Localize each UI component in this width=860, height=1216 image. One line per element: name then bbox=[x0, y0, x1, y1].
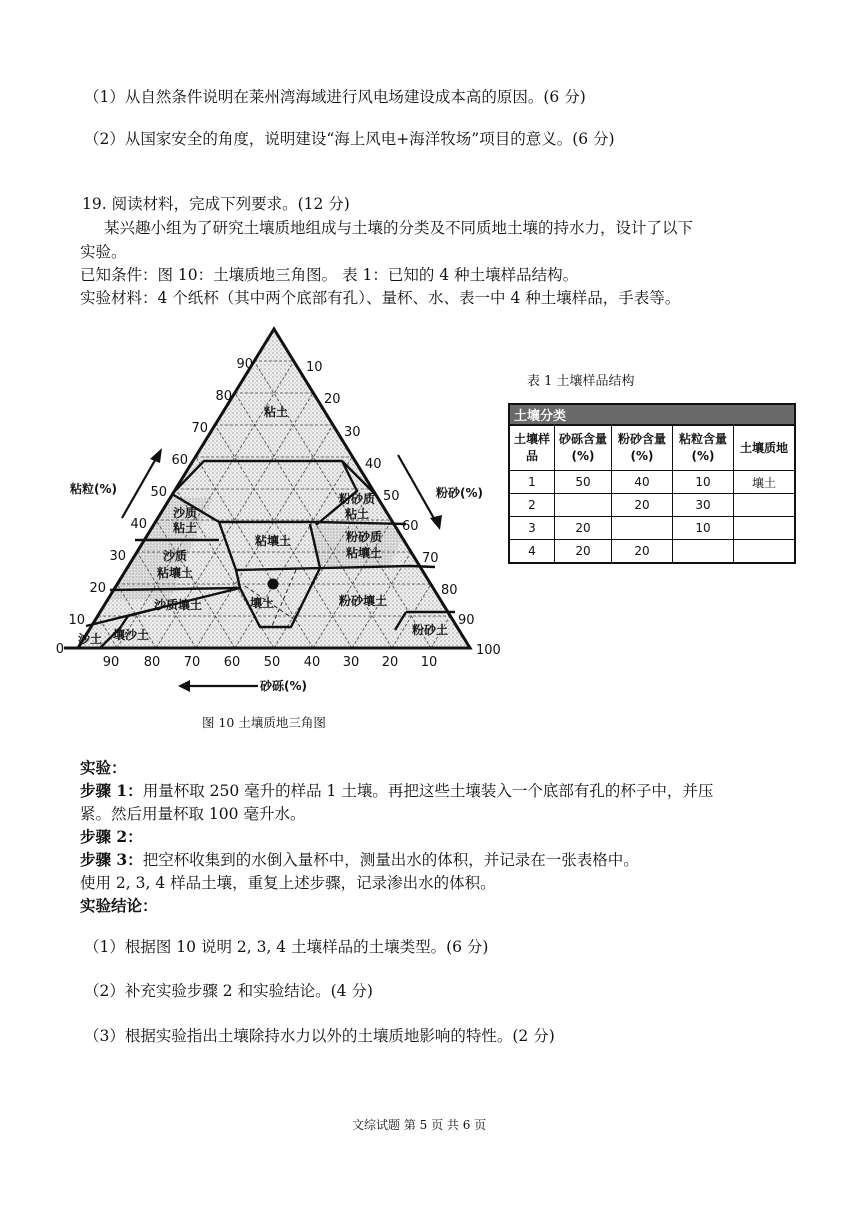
right-tick: 50 bbox=[383, 489, 400, 504]
right-tick: 60 bbox=[402, 519, 419, 534]
region-silt-loam: 粉砂壤土 bbox=[338, 594, 388, 608]
clay-axis-label: 粘粒(%) bbox=[70, 482, 117, 496]
materials: 实验材料：4 个纸杯（其中两个底部有孔）、量杯、水、表一中 4 种土壤样品，手表等。 bbox=[80, 289, 681, 307]
cell-sample: 4 bbox=[509, 540, 555, 564]
step-1-text-cont: 紧。然后用量杯取 100 毫升水。 bbox=[80, 805, 306, 823]
question-18-1: （1）从自然条件说明在莱州湾海域进行风电场建设成本高的原因。(6 分) bbox=[84, 88, 586, 106]
question-19-intro: 某兴趣小组为了研究土壤质地组成与土壤的分类及不同质地土壤的持水力，设计了以下 bbox=[104, 219, 694, 237]
bottom-tick: 50 bbox=[263, 655, 281, 670]
table-header-row bbox=[509, 425, 795, 471]
question-19-intro-cont: 实验。 bbox=[80, 243, 127, 261]
left-tick: 80 bbox=[215, 389, 232, 404]
cell-sand: 50 bbox=[555, 471, 612, 494]
question-19-2: （2）补充实验步骤 2 和实验结论。(4 分) bbox=[84, 982, 373, 1000]
figure-10-caption: 图 10 土壤质地三角图 bbox=[202, 715, 326, 730]
region-sandy-clay-loam-2: 粘壤土 bbox=[156, 566, 194, 580]
cell-sand bbox=[555, 494, 612, 517]
cell-texture bbox=[734, 517, 796, 540]
cell-sand: 20 bbox=[555, 517, 612, 540]
region-silty-clay-loam-2: 粘壤土 bbox=[345, 546, 383, 560]
region-sandy-clay-1: 沙质 bbox=[172, 506, 198, 520]
right-tick: 10 bbox=[306, 360, 323, 375]
header-sand: 砂砾含量 (%) bbox=[555, 425, 612, 471]
region-loamy-sand: 壤沙土 bbox=[112, 628, 150, 642]
table-banner: 土壤分类 bbox=[509, 404, 795, 425]
region-sand: 沙土 bbox=[77, 632, 103, 646]
left-tick: 50 bbox=[150, 485, 167, 500]
cell-sand: 20 bbox=[555, 540, 612, 564]
repeat-instruction: 使用 2, 3, 4 样品土壤，重复上述步骤，记录渗出水的体积。 bbox=[80, 874, 496, 892]
cell-silt: 20 bbox=[612, 540, 673, 564]
cell-texture bbox=[734, 494, 796, 517]
left-tick: 40 bbox=[130, 517, 147, 532]
conclusion-heading: 实验结论： bbox=[80, 896, 158, 915]
cell-sample: 1 bbox=[509, 471, 555, 494]
cell-texture: 壤土 bbox=[734, 471, 796, 494]
right-tick: 100 bbox=[476, 643, 501, 658]
left-tick: 10 bbox=[68, 613, 85, 628]
right-tick: 80 bbox=[441, 583, 458, 598]
bottom-tick: 30 bbox=[342, 655, 360, 670]
header-texture: 土壤质地 bbox=[734, 425, 796, 471]
cell-clay bbox=[673, 540, 734, 564]
question-19-title: 19. 阅读材料，完成下列要求。(12 分) bbox=[82, 195, 350, 213]
header-clay: 粘粒含量 (%) bbox=[673, 425, 734, 471]
table-banner-row bbox=[509, 404, 795, 425]
question-19-3: （3）根据实验指出土壤除持水力以外的土壤质地影响的特性。(2 分) bbox=[84, 1027, 555, 1045]
question-19-1: （1）根据图 10 说明 2, 3, 4 土壤样品的土壤类型。(6 分) bbox=[84, 938, 489, 956]
left-tick: 30 bbox=[109, 549, 126, 564]
region-clay: 粘土 bbox=[263, 405, 289, 419]
bottom-tick: 70 bbox=[183, 655, 201, 670]
region-silty-clay-1: 粉砂质 bbox=[338, 492, 376, 506]
step-3-text: 把空杯收集到的水倒入量杯中，测量出水的体积，并记录在一张表格中。 bbox=[142, 851, 639, 869]
header-sample: 土壤样品 bbox=[509, 425, 555, 471]
region-silty-clay-2: 粘土 bbox=[344, 507, 370, 521]
cell-texture bbox=[734, 540, 796, 564]
table-row bbox=[509, 517, 795, 540]
region-sandy-clay-loam-1: 沙质 bbox=[162, 549, 188, 563]
soil-sample-table bbox=[508, 403, 796, 564]
cell-sample: 2 bbox=[509, 494, 555, 517]
step-1 bbox=[80, 780, 713, 802]
left-tick: 90 bbox=[236, 357, 253, 372]
region-silt: 粉砂土 bbox=[411, 623, 449, 637]
sand-axis-label: 砂砾(%) bbox=[260, 679, 307, 693]
cell-silt bbox=[612, 517, 673, 540]
header-silt: 粉砂含量 (%) bbox=[612, 425, 673, 471]
cell-silt: 20 bbox=[612, 494, 673, 517]
right-tick: 90 bbox=[458, 613, 475, 628]
known-conditions: 已知条件：图 10：土壤质地三角图。 表 1：已知的 4 种土壤样品结构。 bbox=[80, 266, 579, 284]
region-silty-clay-loam-1: 粉砂质 bbox=[345, 530, 383, 544]
bottom-tick: 40 bbox=[303, 655, 321, 670]
bottom-tick: 80 bbox=[143, 655, 161, 670]
step-1-label: 步骤 1： bbox=[80, 781, 143, 800]
left-tick: 0 bbox=[55, 642, 64, 657]
region-loam: 壤土 bbox=[249, 596, 275, 610]
cell-clay: 30 bbox=[673, 494, 734, 517]
right-tick: 30 bbox=[344, 425, 361, 440]
experiment-heading: 实验： bbox=[80, 758, 127, 777]
silt-axis-label: 粉砂(%) bbox=[436, 486, 483, 500]
cell-sample: 3 bbox=[509, 517, 555, 540]
right-tick: 40 bbox=[365, 457, 382, 472]
step-2-label: 步骤 2： bbox=[80, 827, 143, 846]
step-3-label: 步骤 3： bbox=[80, 850, 143, 869]
right-tick: 20 bbox=[324, 392, 341, 407]
table-row bbox=[509, 471, 795, 494]
page-footer: 文综试题 第 5 页 共 6 页 bbox=[352, 1118, 487, 1132]
step-3 bbox=[80, 849, 639, 871]
left-tick: 70 bbox=[191, 421, 208, 436]
step-1-text: 用量杯取 250 毫升的样品 1 土壤。再把这些土壤装入一个底部有孔的杯子中，并压 bbox=[142, 782, 714, 800]
bottom-tick: 10 bbox=[420, 655, 438, 670]
right-tick: 70 bbox=[422, 551, 439, 566]
region-sandy-clay-2: 粘土 bbox=[172, 521, 198, 535]
table-row bbox=[509, 494, 795, 517]
question-18-2: （2）从国家安全的角度，说明建设“海上风电+海洋牧场”项目的意义。(6 分) bbox=[84, 130, 615, 148]
table-1-caption: 表 1 土壤样品结构 bbox=[527, 374, 635, 389]
left-tick: 20 bbox=[89, 581, 106, 596]
region-sandy-loam: 沙质壤土 bbox=[153, 598, 203, 612]
cell-clay: 10 bbox=[673, 517, 734, 540]
cell-silt: 40 bbox=[612, 471, 673, 494]
cell-clay: 10 bbox=[673, 471, 734, 494]
table-row bbox=[509, 540, 795, 564]
region-clay-loam: 粘壤土 bbox=[254, 534, 292, 548]
bottom-tick: 60 bbox=[223, 655, 241, 670]
sample-1-point bbox=[268, 579, 279, 590]
bottom-tick: 90 bbox=[102, 655, 120, 670]
left-tick: 60 bbox=[171, 453, 188, 468]
bottom-tick: 20 bbox=[381, 655, 399, 670]
